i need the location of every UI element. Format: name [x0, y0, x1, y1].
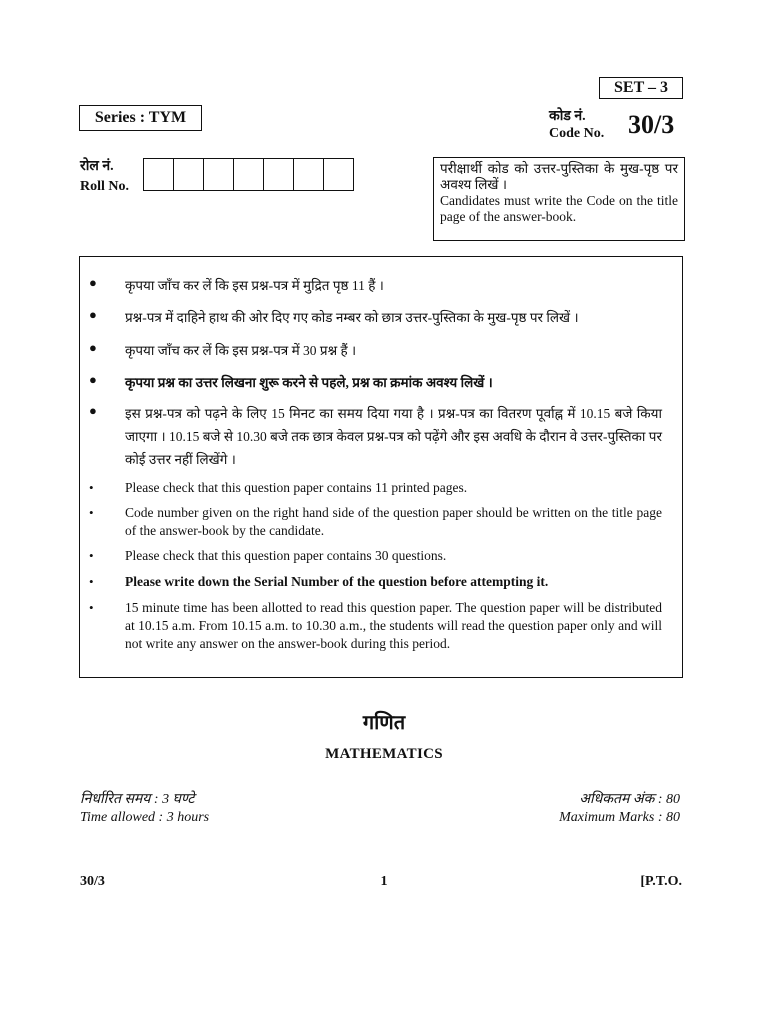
please-turn-over: [P.T.O.: [640, 874, 682, 889]
roll-number-cell[interactable]: [234, 159, 264, 190]
roll-number-cell[interactable]: [174, 159, 204, 190]
instruction-text: प्रश्न-पत्र में दाहिने हाथ की ओर दिए गए कोड नम्बर को छात्र उत्तर-पुस्तिका के मुख-पृष्ठ पर लिखें ।: [125, 310, 579, 325]
bullet-icon: •: [89, 600, 94, 615]
instruction-text: कृपया जाँच कर लें कि इस प्रश्न-पत्र में 30 प्रश्न हैं ।: [125, 343, 357, 358]
general-instructions-box: [79, 256, 683, 678]
roll-number-cell[interactable]: [264, 159, 294, 190]
instruction-text: इस प्रश्न-पत्र को पढ़ने के लिए 15 मिनट का समय दिया गया है । प्रश्न-पत्र का वितरण पूर्वाह्न में 10.15 बजे किया जाएगा । 10.15 बजे से 10.30 बजे तक छात्र केवल प्रश्न-पत्र को पढ़ेंगे और इस अवधि के दौरान वे उत्तर-पुस्तिका पर कोई उत्तर नहीं लिखेंगे ।: [125, 406, 662, 467]
roll-number-cell[interactable]: [144, 159, 174, 190]
roll-label-english: Roll No.: [80, 179, 129, 194]
code-instruction-box: [433, 157, 685, 241]
bullet-icon: ●: [89, 403, 97, 418]
roll-number-cell[interactable]: [324, 159, 353, 190]
bullet-icon: •: [89, 480, 94, 495]
set-number-label: SET – 3: [614, 79, 668, 96]
bullet-icon: ●: [89, 307, 97, 322]
series-label: Series : TYM: [94, 109, 187, 126]
roll-number-cell[interactable]: [204, 159, 234, 190]
roll-number-label: [80, 157, 129, 197]
roll-number-cell[interactable]: [294, 159, 324, 190]
bullet-icon: •: [89, 548, 94, 563]
instruction-text: 15 minute time has been allotted to read this question paper. The question paper will be distributed at 10.15 a.m. From 10.15 a.m. to 10.30 a.m., the students will read the question paper only and will not write any answer on the answer-book during this period.: [125, 600, 662, 651]
instruction-text: Please check that this question paper contains 30 questions.: [125, 548, 447, 563]
time-allowed-english: Time allowed : 3 hours: [80, 810, 210, 825]
maximum-marks-english: Maximum Marks : 80: [559, 810, 680, 825]
bullet-icon: ●: [89, 275, 97, 290]
bullet-icon: •: [89, 574, 94, 589]
subject-title-hindi: गणित: [362, 712, 406, 734]
subject-title-english: MATHEMATICS: [325, 746, 443, 762]
maximum-marks: [559, 791, 680, 827]
instruction-text: कृपया जाँच कर लें कि इस प्रश्न-पत्र में मुद्रित पृष्ठ 11 हैं ।: [125, 278, 384, 293]
roll-label-hindi: रोल नं.: [80, 159, 114, 174]
bullet-icon: •: [89, 505, 94, 520]
instruction-text: Please write down the Serial Number of the question before attempting it.: [125, 574, 549, 589]
maximum-marks-hindi: अधिकतम अंक : 80: [579, 792, 680, 807]
code-label-english: Code No.: [549, 126, 605, 141]
code-instruction-english: Candidates must write the Code on the title page of the answer-book.: [440, 193, 678, 224]
code-instruction-hindi: परीक्षार्थी कोड को उत्तर-पुस्तिका के मुख-पृष्ठ पर अवश्य लिखें ।: [440, 161, 678, 192]
time-allowed: [80, 791, 209, 827]
roll-number-boxes[interactable]: [143, 158, 354, 191]
page-number: 1: [380, 874, 388, 889]
time-allowed-hindi: निर्धारित समय : 3 घण्टे: [80, 792, 195, 807]
series-box: [79, 105, 202, 131]
code-number-label: [549, 108, 604, 142]
instruction-text: Please check that this question paper contains 11 printed pages.: [125, 480, 468, 495]
code-label-hindi: कोड नं.: [549, 109, 586, 124]
instruction-text: कृपया प्रश्न का उत्तर लिखना शुरू करने से पहले, प्रश्न का क्रमांक अवश्य लिखें ।: [125, 375, 493, 390]
instruction-text: Code number given on the right hand side of the question paper should be written on the title page of the answer-book by the candidate.: [125, 505, 662, 538]
footer-code: 30/3: [80, 874, 105, 889]
bullet-icon: ●: [89, 372, 97, 387]
set-number-box: [599, 77, 683, 99]
bullet-icon: ●: [89, 340, 97, 355]
code-number-value: 30/3: [628, 110, 675, 139]
